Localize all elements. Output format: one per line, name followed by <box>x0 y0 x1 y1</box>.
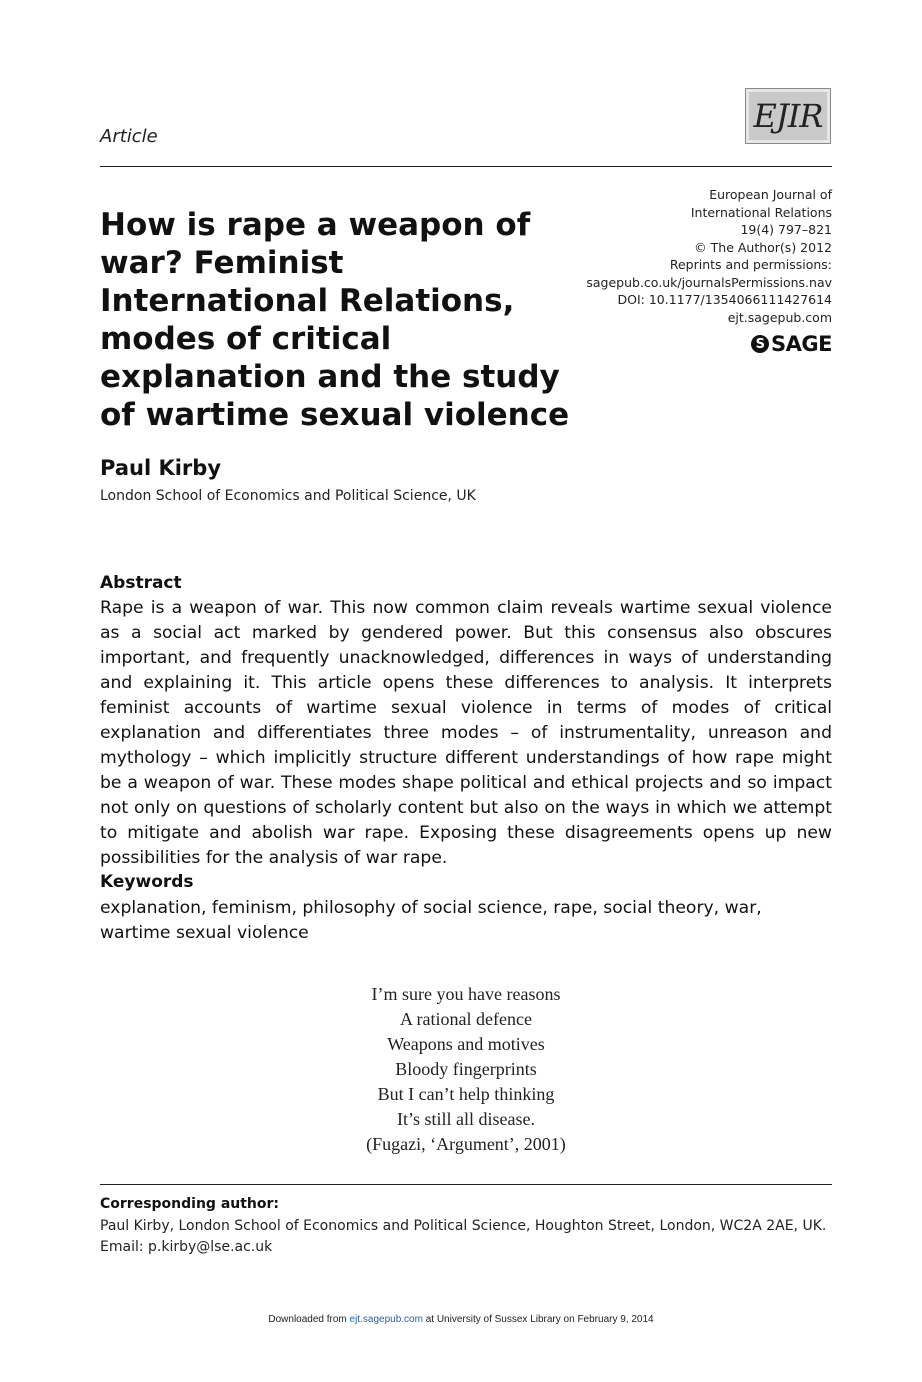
corresponding-author-heading: Corresponding author: <box>100 1196 280 1212</box>
epigraph <box>266 982 666 1157</box>
epigraph-line: A rational defence <box>400 1009 532 1029</box>
download-suffix: at University of Sussex Library on February 9, 2014 <box>422 1314 654 1325</box>
volume-pages: 19(4) 797–821 <box>740 222 832 237</box>
abstract-heading: Abstract <box>100 573 182 593</box>
permissions-link[interactable]: sagepub.co.uk/journalsPermissions.nav <box>586 274 832 290</box>
doi: DOI: 10.1177/1354066111427614 <box>617 292 832 307</box>
epigraph-line: It’s still all disease. <box>397 1109 535 1129</box>
download-prefix: Downloaded from <box>268 1314 350 1325</box>
journal-name-line-1: European Journal of <box>709 187 832 202</box>
article-type-label: Article <box>100 126 158 147</box>
keywords-heading: Keywords <box>100 872 194 892</box>
publisher-name: SAGE <box>771 332 832 356</box>
corresponding-email[interactable]: Email: p.kirby@lse.ac.uk <box>100 1239 273 1255</box>
download-source-link[interactable]: ejt.sagepub.com <box>349 1314 423 1325</box>
journal-metadata <box>586 186 832 326</box>
header-divider <box>100 166 832 167</box>
keywords-text: explanation, feminism, philosophy of social science, rape, social theory, war, wartime sexual violence <box>100 898 762 943</box>
corresponding-address: Paul Kirby, London School of Economics and Political Science, Houghton Street, London, WC2A 2AE, UK. <box>100 1218 827 1234</box>
article-title: How is rape a weapon of war? Feminist International Relations, modes of critical explanation and the study of wartime sexual violence <box>100 207 570 433</box>
author-affiliation: London School of Economics and Political Science, UK <box>100 488 476 504</box>
epigraph-citation: (Fugazi, ‘Argument’, 2001) <box>366 1134 566 1154</box>
epigraph-line: I’m sure you have reasons <box>371 984 561 1004</box>
epigraph-line: But I can’t help thinking <box>377 1084 555 1104</box>
abstract-text: Rape is a weapon of war. This now common claim reveals wartime sexual violence as a social act marked by gendered power. But this consensus also obscures important, and frequently unacknowledged, differences in ways of understanding and explaining it. This article opens these differences to analysis. It interprets feminist accounts of wartime sexual violence in terms of modes of critical explanation and differentiates three modes – of instrumentality, unreason and mythology – which implicitly structure different understandings of how rape might be a weapon of war. These modes shape political and ethical projects and so impact not only on questions of scholarly content but also on the ways in which we attempt to mitigate and abolish war rape. Exposing these disagreements opens up new possibilities for the analysis of war rape. <box>100 598 832 868</box>
epigraph-line: Bloody fingerprints <box>395 1059 537 1079</box>
download-notice <box>0 1314 922 1325</box>
corresponding-author-details <box>100 1216 832 1258</box>
copyright: © The Author(s) 2012 <box>694 239 832 255</box>
epigraph-line: Weapons and motives <box>387 1034 545 1054</box>
journal-logo: EJIR <box>745 88 831 144</box>
reprints-label: Reprints and permissions: <box>669 257 832 272</box>
publisher-logo <box>751 332 832 356</box>
journal-website-link[interactable]: ejt.sagepub.com <box>727 309 832 325</box>
footnote-divider <box>100 1184 832 1185</box>
journal-name-line-2: International Relations <box>690 204 832 220</box>
author-name: Paul Kirby <box>100 456 222 480</box>
sage-s-icon: S <box>751 335 769 353</box>
